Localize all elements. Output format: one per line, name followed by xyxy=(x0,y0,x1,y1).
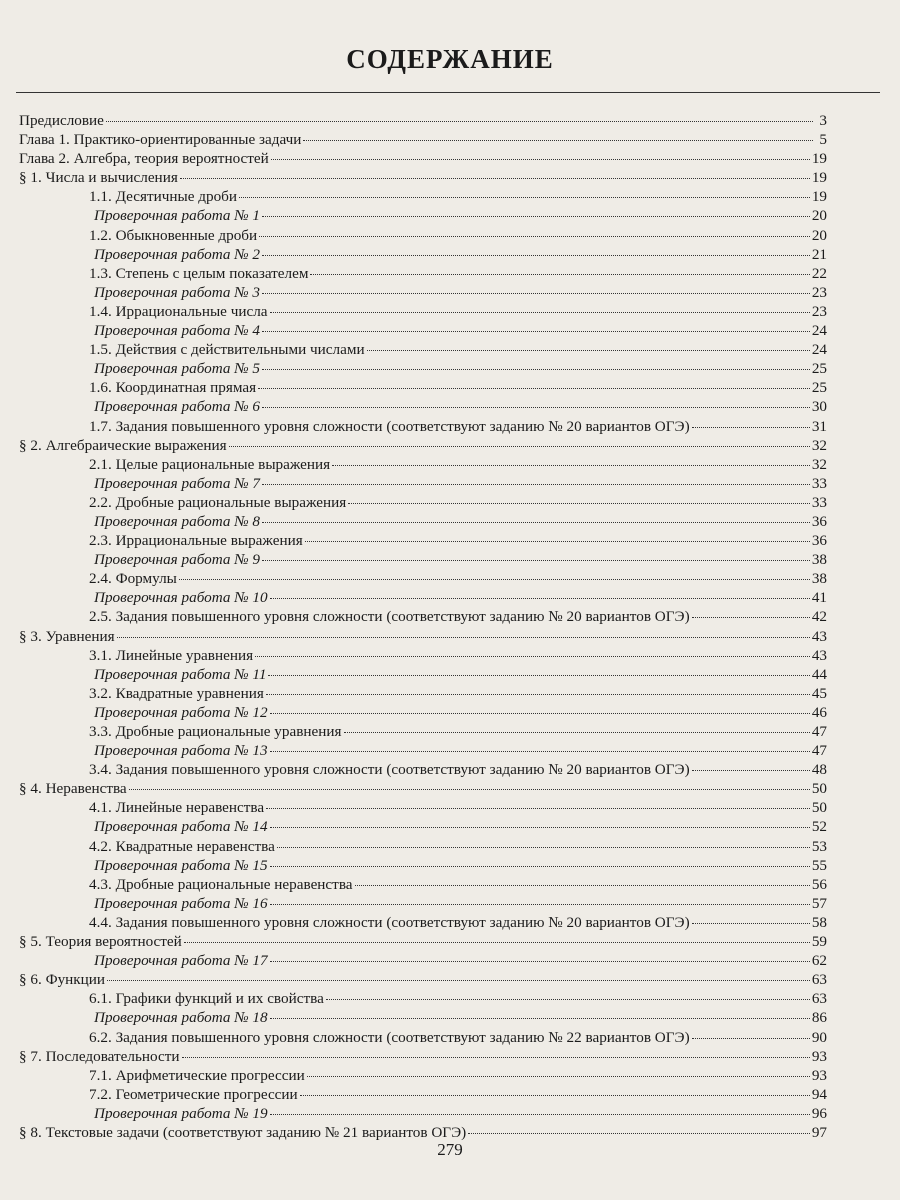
toc-entry-label: § 7. Последовательности xyxy=(19,1047,180,1065)
dot-leader xyxy=(305,540,810,542)
dot-leader xyxy=(367,349,810,351)
toc-entry-page: 57 xyxy=(811,894,827,912)
toc-entry-page: 41 xyxy=(811,589,827,607)
toc-entry-page: 24 xyxy=(811,322,827,340)
toc-entry-page: 43 xyxy=(811,627,827,645)
dot-leader xyxy=(271,158,810,160)
dot-leader xyxy=(182,1056,810,1058)
toc-entry-page: 33 xyxy=(811,493,827,511)
toc-entry-page: 93 xyxy=(811,1066,827,1084)
dot-leader xyxy=(307,1075,810,1077)
dot-leader xyxy=(270,1017,810,1019)
toc-entry-label: 3.2. Квадратные уравнения xyxy=(89,684,264,702)
toc-entry-label: 7.2. Геометрические прогрессии xyxy=(89,1085,298,1103)
dot-leader xyxy=(262,368,810,370)
dot-leader xyxy=(262,330,810,332)
toc-entry xyxy=(19,646,827,665)
toc-entry-label: 4.4. Задания повышенного уровня сложности (соответствуют заданию № 20 вариантов ОГЭ) xyxy=(89,913,690,931)
dot-leader xyxy=(262,483,810,485)
dot-leader xyxy=(229,445,810,447)
table-of-contents xyxy=(19,111,827,1142)
toc-entry xyxy=(19,722,827,741)
toc-entry-page: 3 xyxy=(819,112,827,129)
toc-entry-page: 48 xyxy=(811,761,827,779)
toc-entry-label: Проверочная работа № 11 xyxy=(94,665,267,683)
toc-entry-page: 63 xyxy=(811,971,827,989)
dot-leader xyxy=(270,750,810,752)
toc-entry xyxy=(19,455,827,474)
toc-entry-page: 19 xyxy=(811,188,827,206)
toc-entry-label: Проверочная работа № 4 xyxy=(94,322,260,340)
toc-entry xyxy=(19,913,827,932)
toc-entry-label: Проверочная работа № 19 xyxy=(94,1104,268,1122)
toc-entry xyxy=(19,703,827,722)
dot-leader xyxy=(266,693,810,695)
toc-entry xyxy=(19,417,827,436)
toc-entry xyxy=(19,302,827,321)
toc-entry-page: 47 xyxy=(811,742,827,760)
toc-entry-page: 62 xyxy=(811,952,827,970)
toc-entry-page: 23 xyxy=(811,302,827,320)
toc-entry-label: 2.1. Целые рациональные выражения xyxy=(89,455,331,473)
toc-entry-page: 44 xyxy=(811,665,827,683)
toc-entry xyxy=(19,607,827,626)
toc-entry xyxy=(19,474,827,493)
dot-leader xyxy=(117,636,810,638)
toc-entry xyxy=(19,627,827,646)
toc-entry xyxy=(19,1028,827,1047)
toc-entry-page: 56 xyxy=(811,875,827,893)
toc-entry xyxy=(19,493,827,512)
dot-leader xyxy=(692,1037,810,1039)
toc-entry xyxy=(19,512,827,531)
dot-leader xyxy=(262,521,810,523)
dot-leader xyxy=(262,254,810,256)
toc-entry xyxy=(19,798,827,817)
toc-entry-label: 1.6. Координатная прямая xyxy=(89,379,257,397)
toc-entry-label: 3.4. Задания повышенного уровня сложности (соответствуют заданию № 20 вариантов ОГЭ) xyxy=(89,761,690,779)
dot-leader xyxy=(255,655,810,657)
toc-entry-label: 2.3. Иррациональные выражения xyxy=(89,532,303,550)
toc-entry xyxy=(19,684,827,703)
toc-entry-label: Предисловие xyxy=(19,112,104,129)
toc-entry-page: 25 xyxy=(811,379,827,397)
toc-entry xyxy=(19,837,827,856)
toc-entry-label: 7.1. Арифметические прогрессии xyxy=(89,1066,305,1084)
toc-entry xyxy=(19,1104,827,1123)
toc-entry-page: 42 xyxy=(811,608,827,626)
dot-leader xyxy=(300,1094,810,1096)
dot-leader xyxy=(180,177,810,179)
toc-entry-label: Проверочная работа № 6 xyxy=(94,398,260,416)
toc-entry-page: 97 xyxy=(811,1123,827,1141)
toc-entry-label: 4.2. Квадратные неравенства xyxy=(89,837,275,855)
toc-entry-label: 6.1. Графики функций и их свойства xyxy=(89,990,324,1008)
dot-leader xyxy=(106,120,813,122)
dot-leader xyxy=(344,731,810,733)
toc-entry xyxy=(19,951,827,970)
toc-entry-label: § 1. Числа и вычисления xyxy=(19,169,178,187)
title-divider xyxy=(16,92,880,93)
toc-entry-page: 38 xyxy=(811,551,827,569)
toc-entry-page: 55 xyxy=(811,856,827,874)
toc-entry-page: 19 xyxy=(811,169,827,187)
toc-entry-label: § 8. Текстовые задачи (соответствуют заданию № 21 вариантов ОГЭ) xyxy=(19,1123,467,1141)
toc-entry xyxy=(19,378,827,397)
dot-leader xyxy=(270,597,810,599)
toc-entry xyxy=(19,760,827,779)
page-number: 279 xyxy=(437,1140,463,1159)
dot-leader xyxy=(303,139,813,141)
toc-entry xyxy=(19,856,827,875)
toc-entry-label: 4.1. Линейные неравенства xyxy=(89,799,265,817)
dot-leader xyxy=(262,406,810,408)
toc-entry xyxy=(19,588,827,607)
toc-entry-page: 20 xyxy=(811,207,827,225)
dot-leader xyxy=(270,960,810,962)
toc-entry-page: 46 xyxy=(811,703,827,721)
toc-entry-page: 58 xyxy=(811,913,827,931)
toc-entry xyxy=(19,130,827,149)
dot-leader xyxy=(270,1113,810,1115)
toc-entry-page: 32 xyxy=(811,436,827,454)
toc-entry-page: 32 xyxy=(811,455,827,473)
toc-entry-label: Проверочная работа № 13 xyxy=(94,742,268,760)
toc-entry-label: Проверочная работа № 17 xyxy=(94,952,268,970)
toc-entry-page: 30 xyxy=(811,398,827,416)
toc-entry-page: 53 xyxy=(811,837,827,855)
toc-entry-label: Проверочная работа № 12 xyxy=(94,703,268,721)
toc-entry-page: 96 xyxy=(811,1104,827,1122)
toc-entry-page: 59 xyxy=(811,933,827,951)
toc-entry xyxy=(19,187,827,206)
dot-leader xyxy=(310,273,809,275)
toc-entry-label: 3.3. Дробные рациональные уравнения xyxy=(89,723,342,740)
toc-entry xyxy=(19,149,827,168)
toc-entry xyxy=(19,245,827,264)
toc-entry-label: § 2. Алгебраические выражения xyxy=(19,436,227,454)
toc-entry-label: § 5. Теория вероятностей xyxy=(19,933,182,951)
toc-entry xyxy=(19,569,827,588)
dot-leader xyxy=(468,1132,810,1134)
toc-entry xyxy=(19,321,827,340)
toc-entry-label: Проверочная работа № 2 xyxy=(94,245,260,263)
dot-leader xyxy=(692,616,810,618)
toc-entry-label: Проверочная работа № 16 xyxy=(94,894,268,912)
toc-entry xyxy=(19,206,827,225)
toc-entry xyxy=(19,1008,827,1027)
toc-entry-page: 22 xyxy=(811,264,827,282)
toc-entry-page: 24 xyxy=(811,341,827,359)
toc-entry-page: 93 xyxy=(811,1047,827,1065)
toc-entry-page: 43 xyxy=(811,646,827,664)
dot-leader xyxy=(270,826,810,828)
toc-entry-label: 1.2. Обыкновенные дроби xyxy=(89,226,258,244)
dot-leader xyxy=(262,292,810,294)
toc-entry-page: 31 xyxy=(811,417,827,435)
toc-entry-label: 2.2. Дробные рациональные выражения xyxy=(89,493,347,511)
toc-entry-page: 63 xyxy=(811,990,827,1008)
toc-entry-label: Глава 2. Алгебра, теория вероятностей xyxy=(19,150,269,168)
dot-leader xyxy=(270,903,810,905)
toc-entry-label: 1.1. Десятичные дроби xyxy=(89,188,238,206)
toc-entry xyxy=(19,359,827,378)
toc-entry xyxy=(19,168,827,187)
dot-leader xyxy=(692,426,810,428)
dot-leader xyxy=(692,922,810,924)
dot-leader xyxy=(270,865,810,867)
toc-entry-page: 86 xyxy=(811,1009,827,1027)
toc-entry-page: 20 xyxy=(811,226,827,244)
dot-leader xyxy=(270,712,810,714)
toc-entry xyxy=(19,436,827,455)
toc-entry-label: 1.3. Степень с целым показателем xyxy=(89,264,309,282)
toc-entry-page: 38 xyxy=(811,570,827,588)
dot-leader xyxy=(259,235,810,237)
toc-entry xyxy=(19,1085,827,1104)
toc-entry xyxy=(19,970,827,989)
toc-entry xyxy=(19,1066,827,1085)
toc-entry-label: 3.1. Линейные уравнения xyxy=(89,646,254,664)
toc-entry xyxy=(19,741,827,760)
toc-entry-label: § 6. Функции xyxy=(19,971,106,989)
toc-entry-label: Проверочная работа № 10 xyxy=(94,589,268,607)
toc-entry-label: Проверочная работа № 1 xyxy=(94,207,260,225)
toc-entry-label: Проверочная работа № 14 xyxy=(94,818,268,836)
dot-leader xyxy=(326,998,810,1000)
toc-entry-page: 36 xyxy=(811,512,827,530)
toc-entry xyxy=(19,932,827,951)
dot-leader xyxy=(262,559,810,561)
toc-entry-label: § 4. Неравенства xyxy=(19,780,127,798)
toc-entry xyxy=(19,283,827,302)
toc-entry xyxy=(19,531,827,550)
toc-entry-label: Проверочная работа № 5 xyxy=(94,360,260,378)
toc-entry-page: 23 xyxy=(811,283,827,301)
toc-entry-page: 33 xyxy=(811,474,827,492)
dot-leader xyxy=(262,215,810,217)
toc-entry xyxy=(19,1047,827,1066)
dot-leader xyxy=(268,674,809,676)
dot-leader xyxy=(129,788,810,790)
toc-entry-label: 1.4. Иррациональные числа xyxy=(89,302,268,320)
toc-entry-label: Проверочная работа № 7 xyxy=(94,474,260,492)
toc-entry xyxy=(19,665,827,684)
toc-entry-label: 1.7. Задания повышенного уровня сложности (соответствуют заданию № 20 вариантов ОГЭ) xyxy=(89,417,690,435)
toc-entry-label: 2.4. Формулы xyxy=(89,570,177,588)
toc-entry xyxy=(19,550,827,569)
toc-entry xyxy=(19,875,827,894)
dot-leader xyxy=(692,769,810,771)
toc-entry-label: Проверочная работа № 9 xyxy=(94,551,260,569)
toc-entry-page: 36 xyxy=(811,532,827,550)
dot-leader xyxy=(179,578,810,580)
toc-entry xyxy=(19,989,827,1008)
toc-entry xyxy=(19,894,827,913)
toc-entry xyxy=(19,817,827,836)
toc-entry-page: 52 xyxy=(811,818,827,836)
toc-entry xyxy=(19,226,827,245)
dot-leader xyxy=(270,311,810,313)
toc-entry xyxy=(19,397,827,416)
dot-leader xyxy=(348,502,810,504)
toc-entry-page: 5 xyxy=(819,131,827,149)
toc-entry-label: 1.5. Действия с действительными числами xyxy=(89,341,365,359)
toc-entry-page: 94 xyxy=(811,1085,827,1103)
dot-leader xyxy=(239,196,810,198)
dot-leader xyxy=(277,846,810,848)
toc-entry-page: 47 xyxy=(811,723,827,740)
page-title: СОДЕРЖАНИЕ xyxy=(346,44,554,74)
toc-entry xyxy=(19,779,827,798)
toc-entry-page: 21 xyxy=(811,245,827,263)
dot-leader xyxy=(355,884,810,886)
toc-entry-label: Глава 1. Практико-ориентированные задачи xyxy=(19,131,302,149)
dot-leader xyxy=(266,807,810,809)
toc-entry-page: 50 xyxy=(811,799,827,817)
toc-entry-page: 90 xyxy=(811,1028,827,1046)
toc-entry-label: Проверочная работа № 3 xyxy=(94,283,260,301)
dot-leader xyxy=(107,979,810,981)
toc-entry xyxy=(19,264,827,283)
toc-entry xyxy=(19,340,827,359)
toc-entry-label: Проверочная работа № 8 xyxy=(94,512,260,530)
toc-entry-label: 4.3. Дробные рациональные неравенства xyxy=(89,875,353,893)
toc-entry-label: Проверочная работа № 18 xyxy=(94,1009,268,1027)
dot-leader xyxy=(258,387,810,389)
toc-entry-label: 6.2. Задания повышенного уровня сложности (соответствуют заданию № 22 вариантов ОГЭ) xyxy=(89,1028,690,1046)
toc-entry-label: 2.5. Задания повышенного уровня сложности (соответствуют заданию № 20 вариантов ОГЭ) xyxy=(89,608,690,626)
toc-entry-label: § 3. Уравнения xyxy=(19,627,115,645)
toc-entry-page: 25 xyxy=(811,360,827,378)
toc-entry-page: 45 xyxy=(811,684,827,702)
toc-entry xyxy=(19,111,827,130)
toc-entry-page: 19 xyxy=(811,150,827,168)
toc-entry-page: 50 xyxy=(811,780,827,798)
dot-leader xyxy=(184,941,810,943)
toc-entry-label: Проверочная работа № 15 xyxy=(94,856,268,874)
dot-leader xyxy=(332,464,810,466)
